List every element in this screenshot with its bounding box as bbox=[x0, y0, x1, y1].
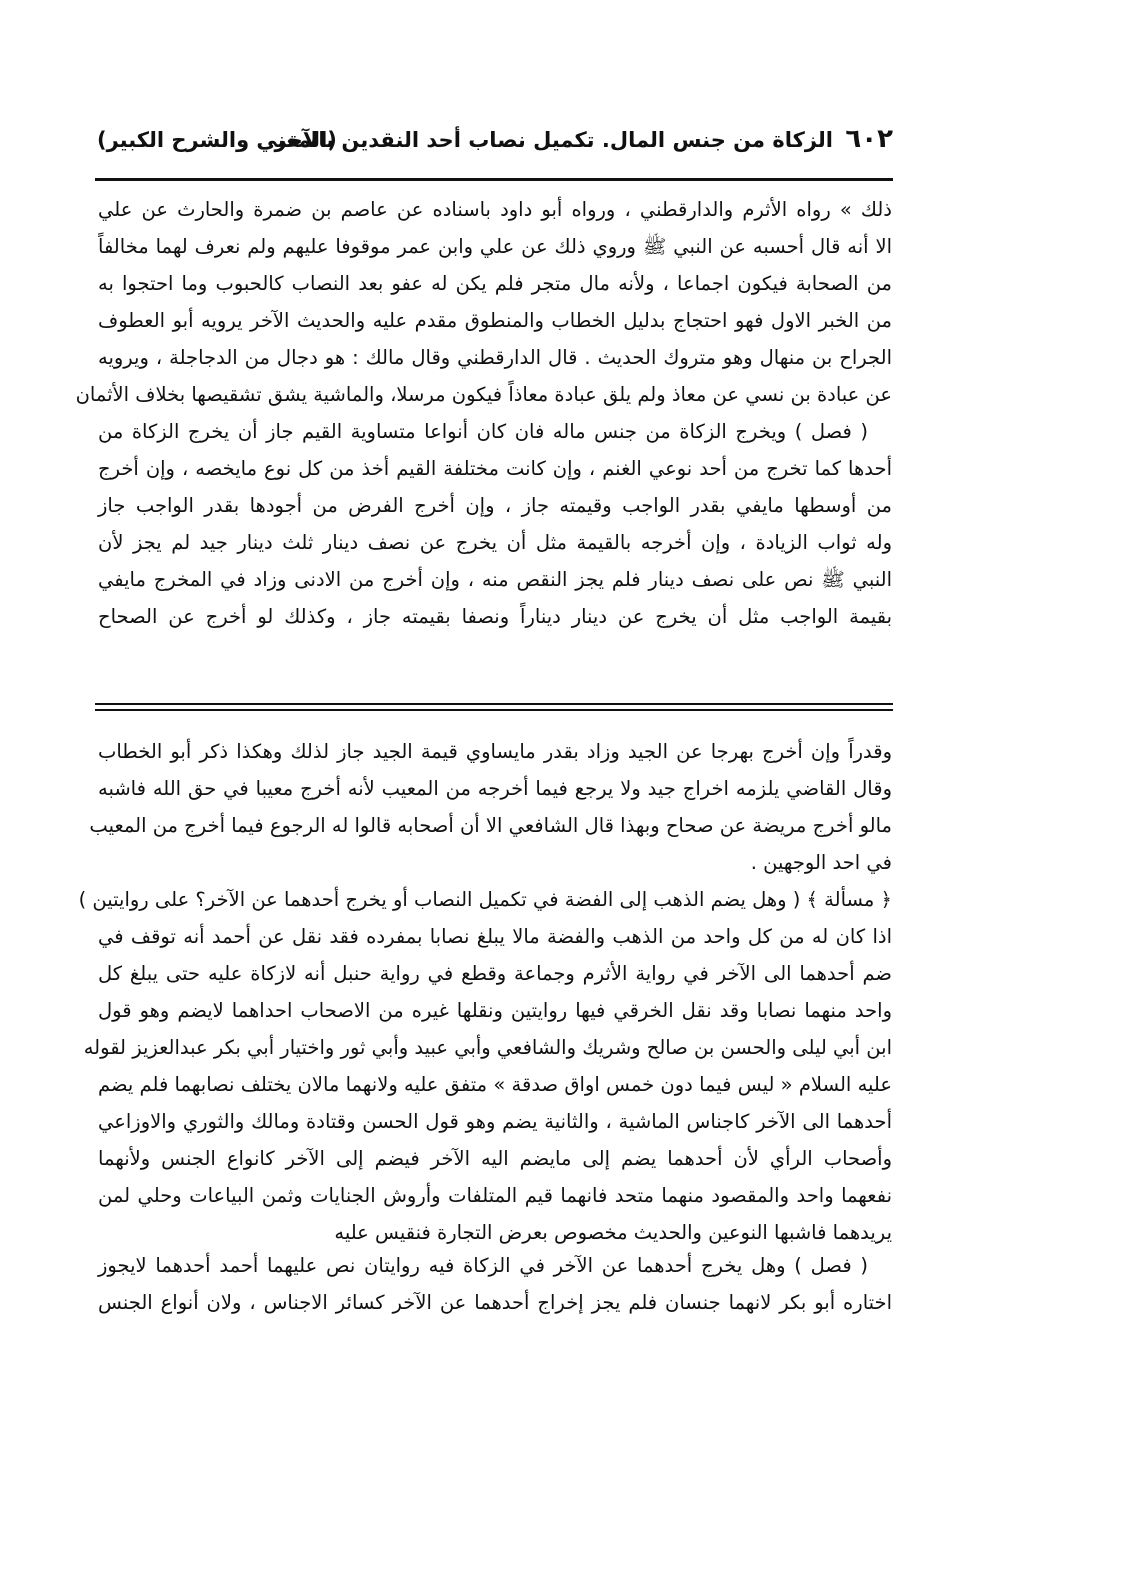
text-line: أحدهما الى الآخر كاجناس الماشية ، والثانية يضم وهو قول الحسن وقتادة ومالك والثوري والاوزاعي bbox=[98, 1110, 892, 1133]
text-line: نفعهما واحد والمقصود منهما متحد فانهما قيم المتلفات وأروش الجنايات وثمن البياعات وحلي لمن bbox=[98, 1184, 892, 1207]
text-line: مالو أخرج مريضة عن صحاح وبهذا قال الشافعي الا أن أصحابه قالوا له الرجوع فيما أخرج من المعيب bbox=[89, 814, 892, 837]
book-title: (المغني والشرح الكبير) bbox=[97, 128, 337, 152]
text-line: أحدها كما تخرج من أحد نوعي الغنم ، وإن كانت مختلفة القيم أخذ من كل نوع مايخصه ، وإن أخرج bbox=[98, 457, 892, 480]
text-line: الا أنه قال أحسبه عن النبي ﷺ وروي ذلك عن علي وابن عمر موقوفا عليهم ولم نعرف لهما مخالفاً bbox=[98, 235, 892, 258]
section-heading: ﴿ مسألة ﴾ ( وهل يضم الذهب إلى الفضة في تكميل النصاب أو يخرج أحدهما عن الآخر؟ على روايتين ) bbox=[78, 888, 892, 911]
page-number: ٦٠٢ bbox=[845, 124, 893, 154]
text-line: عليه السلام « ليس فيما دون خمس اواق صدقة » متفق عليه ولانهما مالان يختلف نصابهما فلم يضم bbox=[98, 1073, 892, 1096]
text-line: من الصحابة فيكون اجماعا ، ولأنه مال متجر فلم يكن له عفو بعد النصاب كالحبوب وما احتجوا به bbox=[98, 272, 892, 295]
text-line: وله ثواب الزيادة ، وإن أخرجه بالقيمة مثل أن يخرج عن نصف دينار ثلث دينار جيد لم يجز لأن bbox=[98, 531, 892, 554]
text-line: في احد الوجهين . bbox=[750, 851, 892, 874]
text-line: الجراح بن منهال وهو متروك الحديث . قال الدارقطني وقال مالك : هو دجال من الدجاجلة ، ويرويه bbox=[98, 346, 892, 369]
text-line: وقدراً وإن أخرج بهرجا عن الجيد وزاد بقدر مايساوي قيمة الجيد جاز لذلك وهكذا ذكر أبو الخطاب bbox=[98, 740, 892, 763]
text-line: اختاره أبو بكر لانهما جنسان فلم يجز إخراج أحدهما عن الآخر كسائر الاجناس ، ولان أنواع الجنس bbox=[98, 1291, 892, 1314]
text-line: من الخبر الاول فهو احتجاج بدليل الخطاب والمنطوق مقدم عليه والحديث الآخر يرويه أبو العطوف bbox=[98, 309, 892, 332]
text-line: من أوسطها مايفي بقدر الواجب وقيمته جاز ، وإن أخرج الفرض من أجودها بقدر الواجب جاز bbox=[98, 494, 892, 517]
text-line: ذلك » رواه الأثرم والدارقطني ، ورواه أبو داود باسناده عن عاصم بن ضمرة والحارث عن علي bbox=[98, 198, 892, 221]
text-line: وأصحاب الرأي لأن أحدهما يضم إلى مايضم اليه الآخر فيضم إلى الآخر كانواع الجنس ولأنهما bbox=[98, 1147, 892, 1170]
header-rule bbox=[95, 178, 893, 181]
text-line: اذا كان له من كل واحد من الذهب والفضة مالا يبلغ نصابا بمفرده فقد نقل عن أحمد أنه توقف في bbox=[98, 925, 892, 948]
text-line: ( فصل ) ويخرج الزكاة من جنس ماله فان كان أنواعا متساوية القيم جاز أن يخرج الزكاة من bbox=[98, 420, 868, 443]
separator-rule-top bbox=[95, 703, 893, 705]
text-line: واحد منهما نصابا وقد نقل الخرقي فيها روايتين ونقلها غيره من الاصحاب احداهما لايضم وهو قول bbox=[98, 999, 892, 1022]
text-line: عن عبادة بن نسي عن معاذ ولم يلق عبادة معاذاً فيكون مرسلا، والماشية يشق تشقيصها بخلاف الأثمان bbox=[75, 383, 892, 406]
text-line: ابن أبي ليلى والحسن بن صالح وشريك والشافعي وأبي عبيد وأبي ثور واختيار أبي بكر عبدالعزيز لقوله bbox=[83, 1036, 892, 1059]
text-line: بقيمة الواجب مثل أن يخرج عن دينار ديناراً ونصفا بقيمته جاز ، وكذلك لو أخرج عن الصحاح bbox=[98, 605, 892, 628]
chapter-title: الزكاة من جنس المال. تكميل نصاب أحد النقدين بالآخر bbox=[274, 128, 833, 152]
text-line: وقال القاضي يلزمه اخراج جيد ولا يرجع فيما أخرجه من المعيب لأنه أخرج معيبا في حق الله فاشبه bbox=[98, 777, 892, 800]
separator-rule-bottom bbox=[95, 709, 893, 711]
text-line: ( فصل ) وهل يخرج أحدهما عن الآخر في الزكاة فيه روايتان نص عليهما أحمد أحدهما لايجوز bbox=[98, 1254, 868, 1277]
text-line: النبي ﷺ نص على نصف دينار فلم يجز النقص منه ، وإن أخرج من الادنى وزاد في المخرج مايفي bbox=[98, 568, 892, 591]
running-header bbox=[95, 124, 893, 172]
text-line: يريدهما فاشبها النوعين والحديث مخصوص بعرض التجارة فنقيس عليه bbox=[334, 1221, 892, 1244]
text-line: ضم أحدهما الى الآخر في رواية الأثرم وجماعة وقطع في رواية حنبل أنه لازكاة عليه حتى يبلغ كل bbox=[98, 962, 892, 985]
